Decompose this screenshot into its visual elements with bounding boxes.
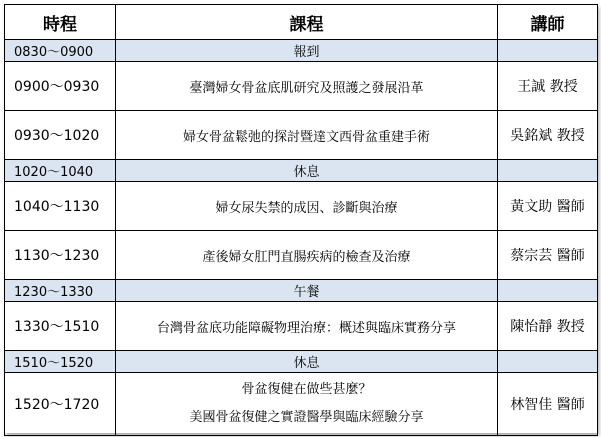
table-row (5, 280, 598, 302)
row-speaker: 陳怡靜 教授 (498, 302, 598, 351)
row-time: 1230～1330 (5, 280, 116, 302)
row-speaker: 王誠 教授 (498, 62, 598, 111)
table-row (5, 182, 598, 231)
row-time: 1330～1510 (5, 302, 116, 351)
row-time: 1020～1040 (5, 160, 116, 182)
row-time: 1040～1130 (5, 182, 116, 231)
row-course: 台灣骨盆底功能障礙物理治療：概述與臨床實務分享 (116, 302, 498, 351)
table-row (5, 111, 598, 160)
row-speaker: 蔡宗芸 醫師 (498, 231, 598, 280)
row-course: 報到 (116, 40, 498, 62)
row-time: 1510～1520 (5, 351, 116, 373)
row-course: 休息 (116, 160, 498, 182)
row-speaker (498, 280, 598, 302)
row-course: 產後婦女肛門直腸疾病的檢查及治療 (116, 231, 498, 280)
row-time: 1130～1230 (5, 231, 116, 280)
row-speaker: 吳銘斌 教授 (498, 111, 598, 160)
row-course: 婦女尿失禁的成因、診斷與治療 (116, 182, 498, 231)
row-course: 午餐 (116, 280, 498, 302)
schedule-table (4, 4, 598, 436)
table-row (5, 351, 598, 373)
row-speaker: 黃文助 醫師 (498, 182, 598, 231)
course-line: 美國骨盆復健之實證醫學與臨床經驗分享 (189, 410, 424, 425)
row-time: 1520～1720 (5, 373, 116, 436)
table-row (5, 373, 598, 436)
row-speaker (498, 351, 598, 373)
row-course: 婦女骨盆鬆弛的探討暨達文西骨盆重建手術 (116, 111, 498, 160)
row-course: 臺灣婦女骨盆底肌研究及照護之發展沿革 (116, 62, 498, 111)
table-row (5, 62, 598, 111)
row-speaker (498, 40, 598, 62)
course-line: 骨盆復健在做些甚麼？ (241, 382, 372, 397)
schedule-container (4, 4, 597, 433)
table-row (5, 40, 598, 62)
row-time: 0930～1020 (5, 111, 116, 160)
row-time: 0900～0930 (5, 62, 116, 111)
row-course (116, 373, 498, 436)
row-course: 休息 (116, 351, 498, 373)
row-speaker (498, 160, 598, 182)
header-row (5, 5, 598, 40)
header-course: 課程 (116, 5, 498, 40)
table-row (5, 302, 598, 351)
header-time: 時程 (5, 5, 116, 40)
table-row (5, 160, 598, 182)
row-time: 0830～0900 (5, 40, 116, 62)
header-speaker: 講師 (498, 5, 598, 40)
table-row (5, 231, 598, 280)
row-speaker: 林智佳 醫師 (498, 373, 598, 436)
